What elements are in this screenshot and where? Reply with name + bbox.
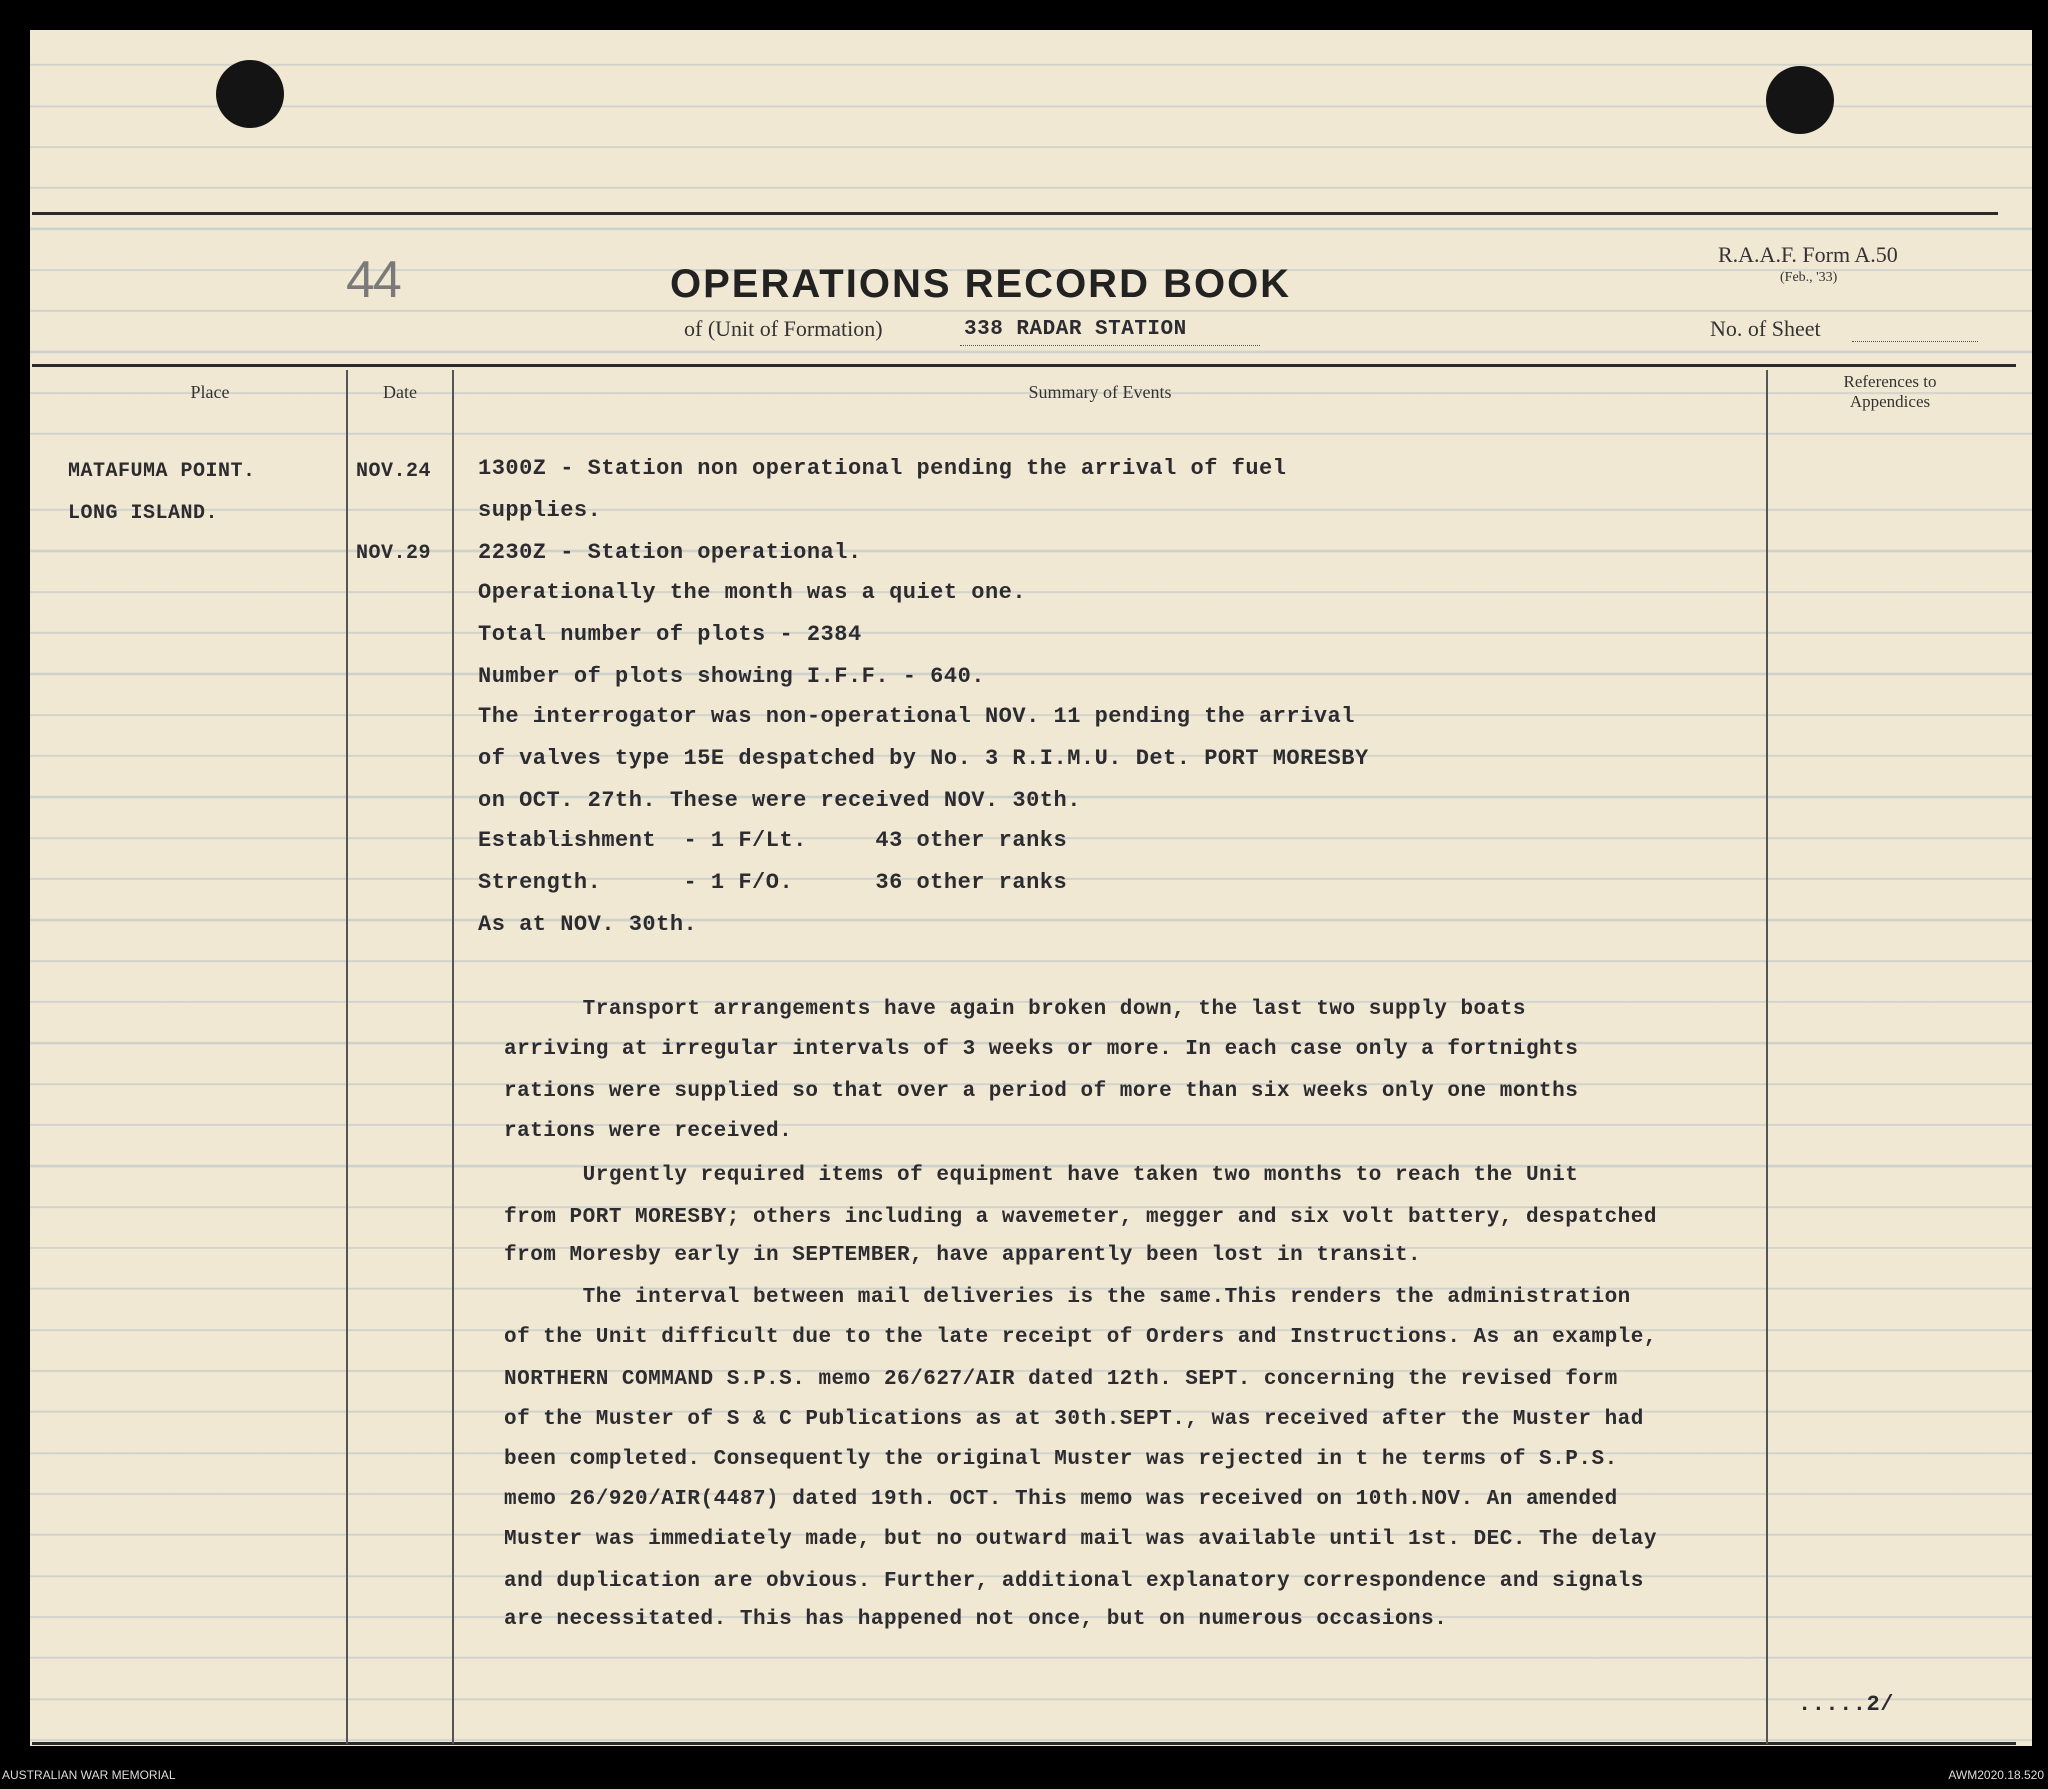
date-entry-1: NOV.24: [356, 460, 432, 483]
column-divider-references: [1766, 370, 1768, 1744]
summary-paragraph-line: NORTHERN COMMAND S.P.S. memo 26/627/AIR dated 12th. SEPT. concerning the revised form: [504, 1368, 1618, 1391]
summary-line: The interrogator was non-operational NOV. 11 pending the arrival: [478, 704, 1355, 729]
summary-paragraph-line: rations were supplied so that over a period of more than six weeks only one months: [504, 1080, 1579, 1103]
summary-paragraph-line: Urgently required items of equipment have taken two months to reach the Unit: [504, 1164, 1579, 1187]
summary-paragraph-line: rations were received.: [504, 1120, 793, 1143]
summary-paragraph-line: been completed. Consequently the original Muster was rejected in t he terms of S.P.S.: [504, 1448, 1618, 1471]
summary-paragraph-line: arriving at irregular intervals of 3 weeks or more. In each case only a fortnights: [504, 1038, 1579, 1061]
sheet-underline: [1852, 340, 1978, 342]
form-label: R.A.A.F. Form A.50: [1718, 242, 1898, 267]
continuation-marker: .....2/: [1798, 1692, 1894, 1717]
sheet-label: No. of Sheet: [1710, 316, 1821, 341]
form-date: (Feb., '33): [1780, 270, 1838, 285]
summary-paragraph-line: The interval between mail deliveries is the same.This renders the administration: [504, 1286, 1631, 1309]
summary-line: Strength. - 1 F/O. 36 other ranks: [478, 870, 1068, 895]
summary-paragraph-line: of the Unit difficult due to the late receipt of Orders and Instructions. As an example,: [504, 1326, 1657, 1349]
column-header-references-2: Appendices: [1849, 392, 1931, 411]
unit-value: 338 RADAR STATION: [964, 318, 1187, 341]
column-divider-place: [346, 370, 348, 1744]
date-entry-2: NOV.29: [356, 542, 432, 565]
header-rule: [32, 364, 2016, 367]
place-line-2: LONG ISLAND.: [68, 502, 219, 525]
column-header-date: Date: [383, 382, 417, 402]
summary-paragraph-line: from PORT MORESBY; others including a wavemeter, megger and six volt battery, despatched: [504, 1206, 1657, 1229]
summary-line: Total number of plots - 2384: [478, 622, 862, 647]
summary-line: Number of plots showing I.F.F. - 640.: [478, 664, 985, 689]
top-rule: [32, 212, 1998, 215]
summary-line: As at NOV. 30th.: [478, 912, 698, 937]
column-header-references-1: References to: [1843, 372, 1937, 391]
record-sheet: [30, 30, 2032, 1746]
summary-line: 1300Z - Station non operational pending the arrival of fuel: [478, 456, 1287, 481]
unit-label: of (Unit of Formation): [684, 316, 883, 341]
summary-line: Establishment - 1 F/Lt. 43 other ranks: [478, 828, 1068, 853]
summary-paragraph-line: from Moresby early in SEPTEMBER, have apparently been lost in transit.: [504, 1244, 1422, 1267]
footer-credit: AUSTRALIAN WAR MEMORIAL: [2, 1768, 176, 1782]
punch-hole-left: [216, 60, 284, 128]
summary-paragraph-line: of the Muster of S & C Publications as at 30th.SEPT., was received after the Muster had: [504, 1408, 1644, 1431]
summary-paragraph-line: are necessitated. This has happened not once, but on numerous occasions.: [504, 1608, 1448, 1631]
summary-line: supplies.: [478, 498, 602, 523]
summary-paragraph-line: Muster was immediately made, but no outward mail was available until 1st. DEC. The delay: [504, 1528, 1657, 1551]
summary-line: Operationally the month was a quiet one.: [478, 580, 1027, 605]
unit-underline: [960, 344, 1260, 346]
bottom-rule: [32, 1742, 2016, 1745]
summary-line: of valves type 15E despatched by No. 3 R.I.M.U. Det. PORT MORESBY: [478, 746, 1369, 771]
summary-paragraph-line: memo 26/920/AIR(4487) dated 19th. OCT. This memo was received on 10th.NOV. An amended: [504, 1488, 1618, 1511]
summary-paragraph-line: and duplication are obvious. Further, additional explanatory correspondence and signals: [504, 1570, 1644, 1593]
summary-paragraph-line: Transport arrangements have again broken down, the last two supply boats: [504, 998, 1526, 1021]
punch-hole-right: [1766, 66, 1834, 134]
column-header-place: Place: [190, 382, 230, 402]
summary-line: 2230Z - Station operational.: [478, 540, 862, 565]
page-title: OPERATIONS RECORD BOOK: [670, 262, 1292, 306]
handwritten-file-number: 44: [346, 251, 400, 309]
place-line-1: MATAFUMA POINT.: [68, 460, 256, 483]
column-header-summary: Summary of Events: [1028, 382, 1172, 402]
footer-accession: AWM2020.18.520: [1948, 1768, 2044, 1782]
summary-line: on OCT. 27th. These were received NOV. 30th.: [478, 788, 1081, 813]
column-divider-date: [452, 370, 454, 1744]
